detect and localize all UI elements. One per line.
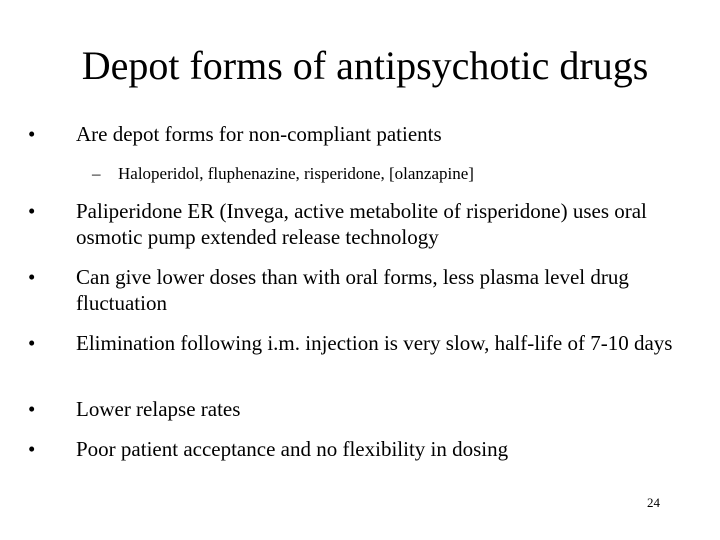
bullet-text: Poor patient acceptance and no flexibility in dosing	[76, 437, 509, 461]
bullet-marker: •	[28, 397, 36, 421]
page-number: 24	[647, 495, 660, 510]
bullet-marker: •	[28, 199, 36, 223]
bullet-text: Elimination following i.m. injection is very slow, half-life of 7-10 days	[76, 331, 673, 355]
bullet-marker: •	[28, 265, 36, 289]
bullet-text: Are depot forms for non-compliant patients	[76, 122, 442, 146]
bullet-marker: •	[28, 331, 36, 355]
slide-title: Depot forms of antipsychotic drugs	[81, 43, 649, 88]
bullet-marker: •	[28, 437, 36, 461]
bullet-text: Paliperidone ER (Invega, active metabolite of risperidone) uses oral osmotic pump extended release technology	[76, 199, 647, 249]
bullet-marker: •	[28, 122, 36, 146]
sub-bullet-text: Haloperidol, fluphenazine, risperidone, [olanzapine]	[118, 164, 474, 183]
bullet-text: Lower relapse rates	[76, 397, 241, 421]
sub-bullet-marker: –	[92, 164, 101, 183]
bullet-text: Can give lower doses than with oral forms, less plasma level drug fluctuation	[76, 265, 629, 315]
